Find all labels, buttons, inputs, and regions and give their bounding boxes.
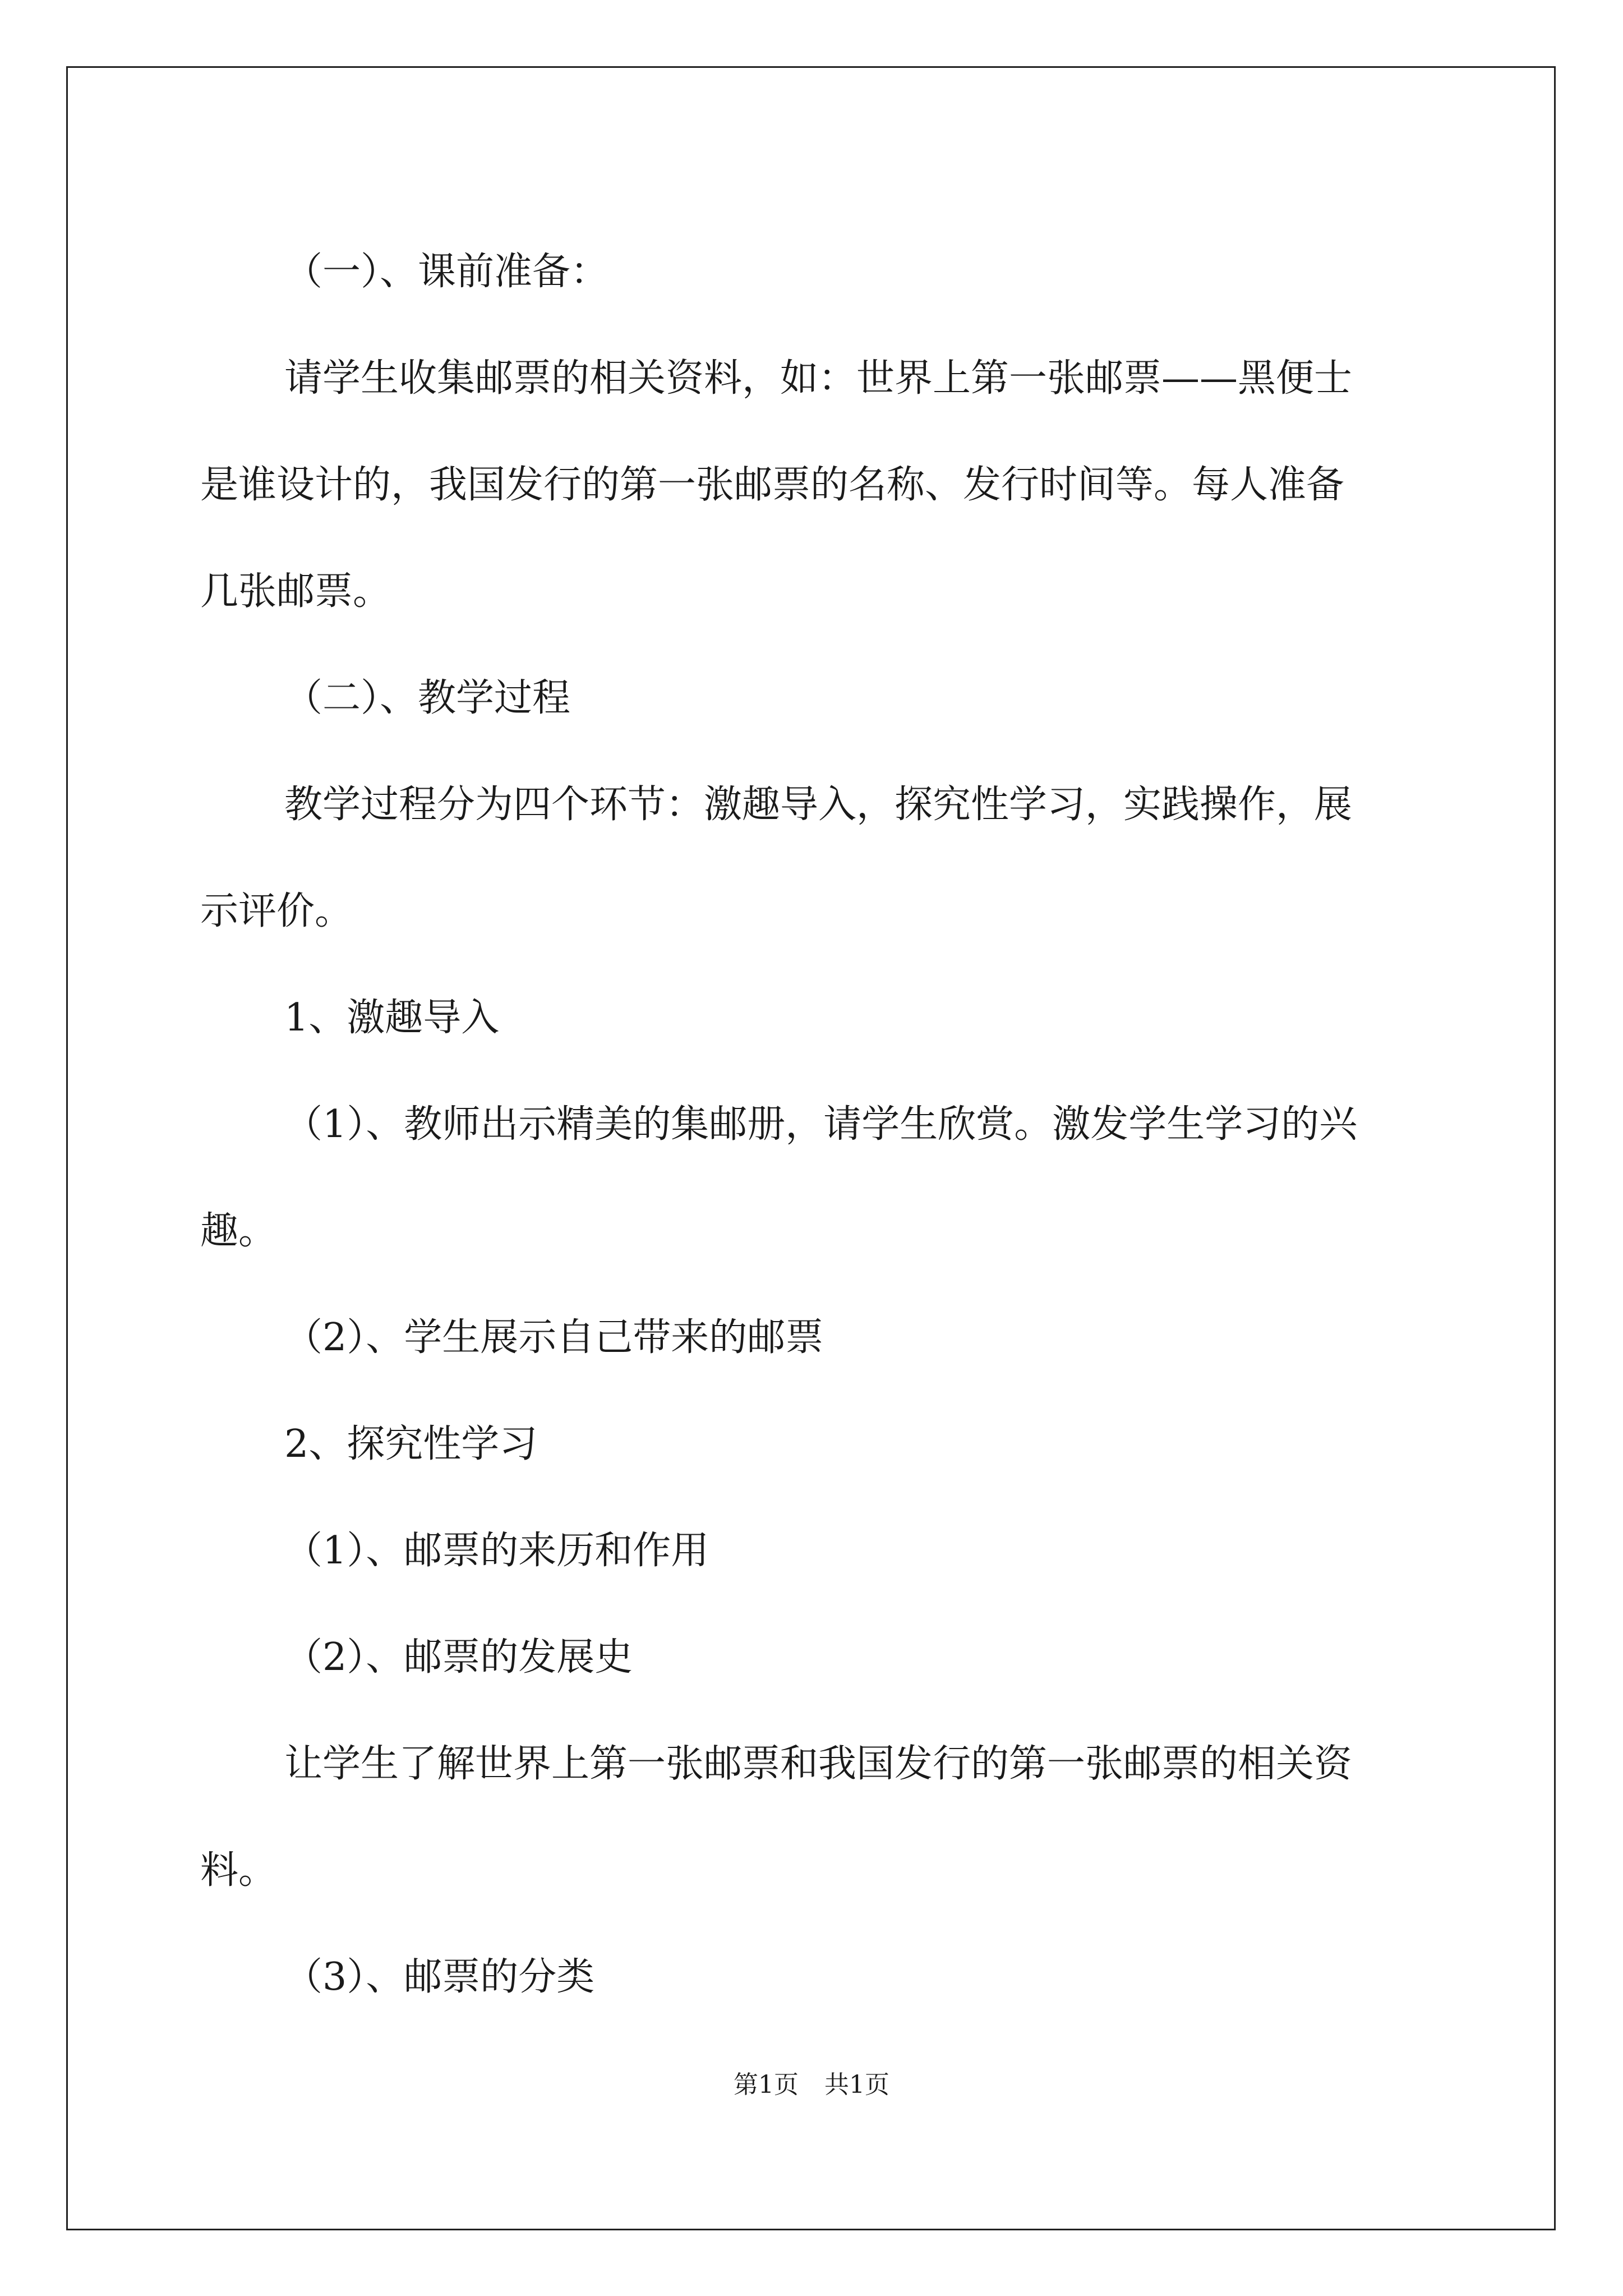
paragraph-prep-body xyxy=(200,325,1423,645)
text-line: （3）、邮票的分类 xyxy=(284,1955,595,1999)
paragraph-process-heading xyxy=(200,645,1423,752)
text-line: 料。 xyxy=(200,1848,277,1893)
text-line: 1、激趣导入 xyxy=(284,996,500,1040)
text-line: （1）、邮票的来历和作用 xyxy=(284,1529,709,1573)
text-line: （2）、学生展示自己带来的邮票 xyxy=(284,1315,824,1360)
text-line: 请学生收集邮票的相关资料，如：世界上第一张邮票——黑便士 xyxy=(284,356,1353,401)
text-line: 2、探究性学习 xyxy=(284,1422,538,1466)
paragraph-item-1-2 xyxy=(200,1285,1423,1391)
text-line: （二）、教学过程 xyxy=(284,676,571,720)
paragraph-item-2-2-body xyxy=(200,1711,1423,1924)
paragraph-prep-heading xyxy=(200,219,1423,325)
text-line: （2）、邮票的发展史 xyxy=(284,1635,633,1680)
text-line: （1）、教师出示精美的集邮册，请学生欣赏。激发学生学习的兴 xyxy=(284,1102,1358,1147)
text-line: 是谁设计的，我国发行的第一张邮票的名称、发行时间等。每人准备 xyxy=(200,463,1345,507)
paragraph-process-body xyxy=(200,752,1423,965)
text-line: 让学生了解世界上第一张邮票和我国发行的第一张邮票的相关资 xyxy=(284,1742,1353,1786)
page-number-total: 共1页 xyxy=(824,2070,889,2099)
text-line: 几张邮票。 xyxy=(200,569,391,614)
paragraph-section-2 xyxy=(200,1391,1423,1498)
paragraph-item-2-3 xyxy=(200,1924,1423,2031)
page-footer xyxy=(0,2064,1623,2100)
paragraph-item-2-1 xyxy=(200,1498,1423,1604)
document-body xyxy=(200,219,1423,2031)
page-number-current: 第1页 xyxy=(734,2070,799,2099)
paragraph-section-1 xyxy=(200,965,1423,1071)
paragraph-item-2-2 xyxy=(200,1604,1423,1711)
text-line: 趣。 xyxy=(200,1209,277,1253)
text-line: 教学过程分为四个环节：激趣导入，探究性学习，实践操作，展 xyxy=(284,783,1353,827)
text-line: 示评价。 xyxy=(200,889,353,933)
text-line: （一）、课前准备： xyxy=(284,250,609,294)
paragraph-item-1-1 xyxy=(200,1071,1423,1285)
